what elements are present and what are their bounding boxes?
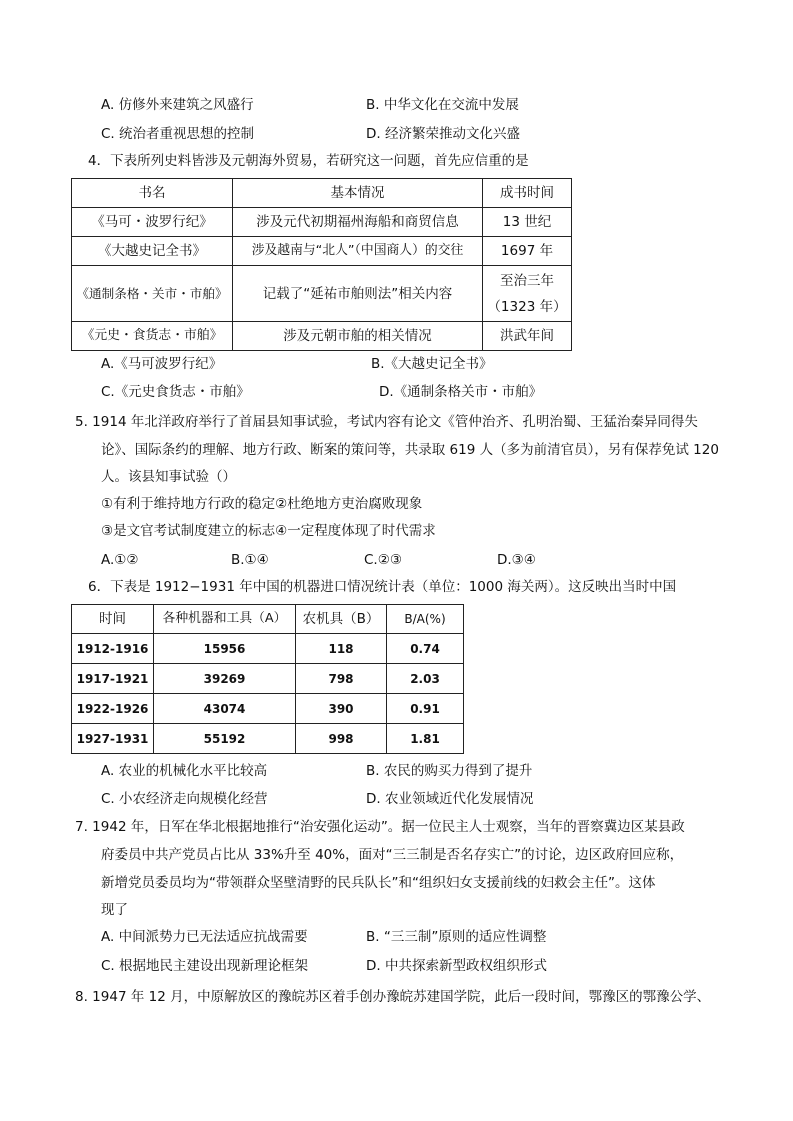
q6-cell: 39269 [154,664,296,694]
q6-cell: 0.91 [387,694,464,724]
q4-cell: 《元史・食货志・市舶》 [72,322,233,351]
q4-option-c: C.《元史食货志・市舶》 [101,384,250,400]
q5-option-b: B.①④ [231,552,269,568]
q8-stem-line1: 8. 1947 年 12 月，中原解放区的豫皖苏区着手创办豫皖苏建国学院，此后一段时间，鄂豫区的鄂豫公学、 [75,989,711,1005]
q6-cell: 1922-1926 [72,694,154,724]
q7-option-d: D. 中共探索新型政权组织形式 [366,958,547,974]
q6-cell: 2.03 [387,664,464,694]
table-row [72,208,572,237]
q7-stem-line3: 新增党员委员均为“带领群众坚壁清野的民兵队长”和“组织妇女支援前线的妇救会主任”。这体 [101,875,656,891]
q4-header-date: 成书时间 [483,179,572,208]
table-row [72,664,464,694]
q4-cell: 1697 年 [483,237,572,266]
q4-cell-date [483,266,572,322]
q5-stem-line3: 人。该县知事试验（） [101,469,236,485]
q4-option-b: B.《大越史记全书》 [371,356,493,372]
q7-stem-line2: 府委员中共产党员占比从 33%升至 40%，面对“三三制是否名存实亡”的讨论，边区政府回应称， [101,847,684,863]
q4-option-a: A.《马可波罗行纪》 [101,356,223,372]
q4-cell: 记载了“延祐市舶则法”相关内容 [233,266,483,322]
q6-cell: 43074 [154,694,296,724]
q7-stem-line4: 现了 [101,902,128,918]
q6-cell: 0.74 [387,634,464,664]
q6-cell: 55192 [154,724,296,754]
q6-option-d: D. 农业领域近代化发展情况 [366,791,534,807]
q4-cell: 13 世纪 [483,208,572,237]
q5-stem-line1: 5. 1914 年北洋政府举行了首届县知事试验，考试内容有论文《管仲治齐、孔明治蜀、王猛治秦异同得失 [75,414,698,430]
q5-item-2: ③是文官考试制度建立的标志④一定程度体现了时代需求 [101,523,436,539]
table-row [72,724,464,754]
q4-cell: 《通制条格・关市・市舶》 [72,266,233,322]
q6-option-b: B. 农民的购买力得到了提升 [366,763,533,779]
q6-option-c: C. 小农经济走向规模化经营 [101,791,268,807]
q6-cell: 1927-1931 [72,724,154,754]
q6-header-period: 时间 [72,605,154,634]
q4-cell: 《马可・波罗行纪》 [72,208,233,237]
q5-option-a: A.①② [101,552,139,568]
table-row [72,266,572,322]
q6-option-a: A. 农业的机械化水平比较高 [101,763,268,779]
q6-cell: 390 [296,694,387,724]
q4-date-line2: （1323 年） [487,298,567,315]
q4-cell: 洪武年间 [483,322,572,351]
q3-option-c: C. 统治者重视思想的控制 [101,126,255,142]
q6-cell: 998 [296,724,387,754]
q4-header-title: 书名 [72,179,233,208]
q3-option-d: D. 经济繁荣推动文化兴盛 [366,126,520,142]
table-row [72,322,572,351]
q6-cell: 798 [296,664,387,694]
table-row [72,237,572,266]
q4-stem: 4．下表所列史料皆涉及元朝海外贸易，若研究这一问题，首先应信重的是 [88,153,529,169]
q4-option-d: D.《通制条格关市・市舶》 [379,384,543,400]
q4-source-table [71,178,572,351]
q4-cell: 涉及元代初期福州海船和商贸信息 [233,208,483,237]
q6-header-farm-tools: 农机具（B） [296,605,387,634]
q6-cell: 118 [296,634,387,664]
q6-cell: 1912-1916 [72,634,154,664]
q6-cell: 1.81 [387,724,464,754]
q7-option-c: C. 根据地民主建设出现新理论框架 [101,958,309,974]
q7-stem-line1: 7. 1942 年，日军在华北根据地推行“治安强化运动”。据一位民主人士观察，当年的晋察冀边区某县政 [75,819,685,835]
q4-cell: 涉及元朝市舶的相关情况 [233,322,483,351]
q4-date-line1: 至治三年 [500,272,554,289]
table-row [72,634,464,664]
q5-stem-line2: 论》、国际条约的理解、地方行政、断案的策问等，共录取 619 人（多为前清官员），另有保荐免试 120 [101,442,719,458]
q4-cell: 涉及越南与“北人”（中国商人）的交往 [233,237,483,266]
q6-stem: 6．下表是 1912−1931 年中国的机器进口情况统计表（单位：1000 海关两）。这反映出当时中国 [88,579,677,595]
q6-header-machinery: 各种机器和工具（A） [154,605,296,634]
q7-option-a: A. 中间派势力已无法适应抗战需要 [101,929,308,945]
q6-header-ratio: B/A(%) [387,605,464,634]
q4-header-summary: 基本情况 [233,179,483,208]
q3-option-a: A. 仿修外来建筑之风盛行 [101,97,254,113]
q6-machinery-table [71,604,464,754]
table-row [72,694,464,724]
q3-option-b: B. 中华文化在交流中发展 [366,97,519,113]
q6-cell: 1917-1921 [72,664,154,694]
q7-option-b: B. “三三制”原则的适应性调整 [366,929,547,945]
q5-option-c: C.②③ [364,552,402,568]
q5-item-1: ①有利于维持地方行政的稳定②杜绝地方吏治腐败现象 [101,496,423,512]
q4-cell: 《大越史记全书》 [72,237,233,266]
q6-cell: 15956 [154,634,296,664]
q5-option-d: D.③④ [497,552,536,568]
